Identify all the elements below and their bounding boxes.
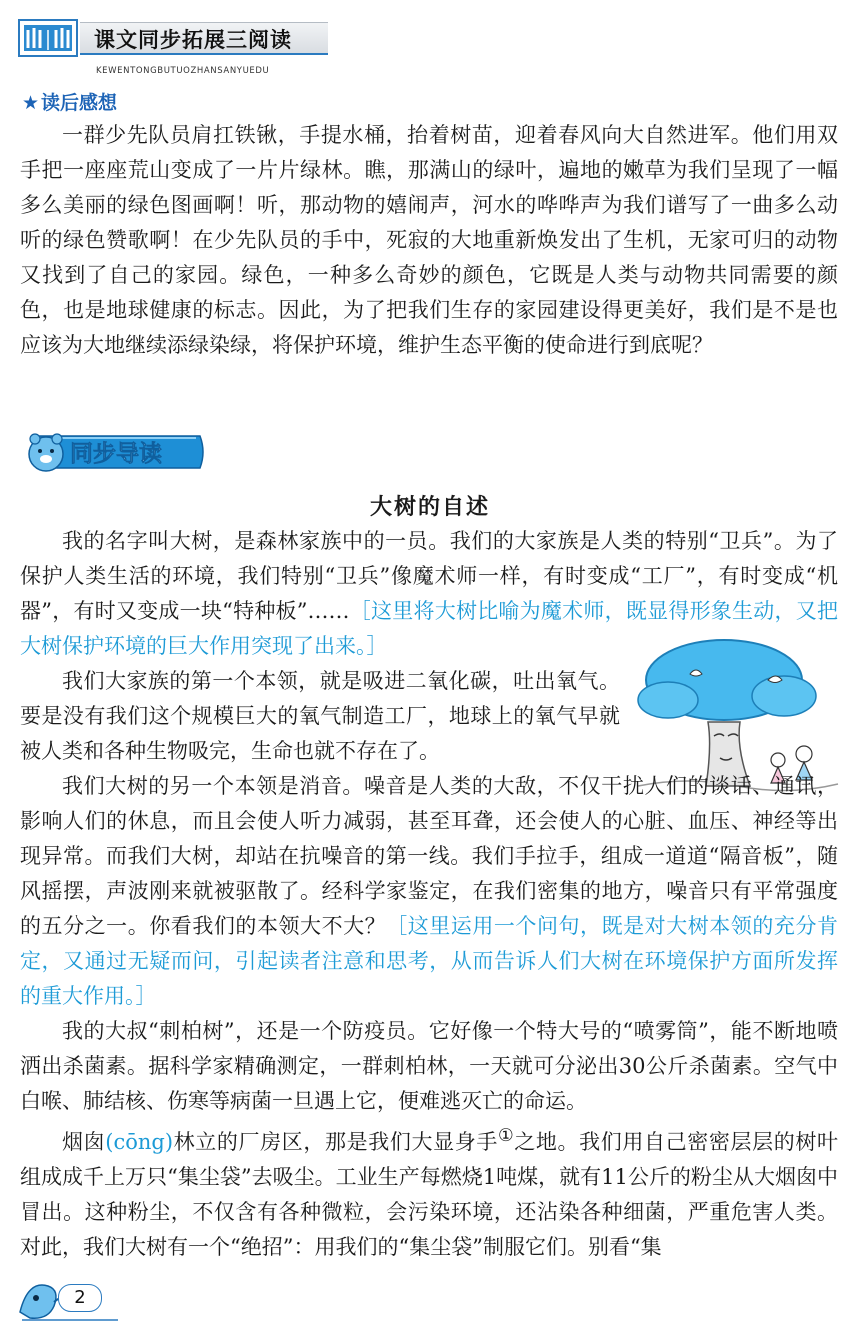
sync-reading-banner [18, 428, 208, 476]
article-p3-text: 我们大树的另一个本领是消音。噪音是人类的大敌，不仅干扰人们的谈话、通讯，影响人们的休息，而且会使人听力减弱，甚至耳聋，还会使人的心脏、血压、神经等出现异常。而我们大树，却站在抗噪音的第一线。我们手拉手，组成一道道“隔音板”，随风摇摆，声波刚来就被驱散了。经科学家鉴定，在我们密集的地方，噪音只有平常强度的五分之一。你看我们的本领大不大？ [20, 774, 838, 938]
article-paragraph-3 [20, 769, 838, 1014]
reflection-label-text: 读后感想 [41, 92, 118, 114]
article-p5-b: 林立的厂房区，那是我们大显身手 [173, 1130, 498, 1154]
article-p2-text: 我们大家族的第一个本领，就是吸进二氧化碳，吐出氧气。要是没有我们这个规模巨大的氧气制造工厂，地球上的氧气早就被人类和各种生物吸完，生命也就不存在了。 [20, 669, 620, 763]
header-pinyin: KEWENTONGBUTUOZHANSANYUEDU [96, 66, 270, 76]
reflection-text [20, 118, 838, 363]
article-p1-text: 我的名字叫大树，是森林家族中的一员。我们的大家族是人类的特别“卫兵”。为了保护人类生活的环境，我们特别“卫兵”像魔术师一样，有时变成“工厂”，有时变成“机器”，有时又变成一块“特种板”…… [20, 529, 838, 623]
sync-reading-label: 同步导读 [70, 441, 162, 467]
article-p5-c: 之地。我们用自己密密层层的树叶组成成千上万只“集尘袋”去吸尘。工业生产每燃烧1吨煤，就有11公斤的粉尘从大烟囱中冒出。这种粉尘，不仅含有各种微粒，会污染环境，还沾染各种细菌，严重危害人类。对此，我们大树有一个“绝招”：用我们的“集尘袋”制服它们。别看“集 [20, 1130, 838, 1259]
article-paragraph-5 [20, 1119, 838, 1265]
star-icon: ★ [22, 92, 40, 114]
article-paragraph-4: 我的大叔“刺柏树”，还是一个防疫员。它好像一个特大号的“喷雾筒”，能不断地喷洒出杀菌素。据科学家精确测定，一群刺柏林，一天就可分泌出30公斤杀菌素。空气中白喉、肺结核、伤寒等病菌一旦遇上它，便难逃灭亡的命运。 [20, 1019, 838, 1113]
reflection-label [22, 88, 117, 115]
article-p5-pinyin: (cōng) [105, 1130, 174, 1154]
reflection-paragraph: 一群少先队员肩扛铁锹，手提水桶，抬着树苗，迎着春风向大自然进军。他们用双手把一座座荒山变成了一片片绿林。瞧，那满山的绿叶，遍地的嫩草为我们呈现了一幅多么美丽的绿色图画啊！听，那动物的嬉闹声，河水的哗哗声为我们谱写了一曲多么动听的绿色赞歌啊！在少先队员的手中，死寂的大地重新焕发出了生机，无家可归的动物又找到了自己的家园。绿色，一种多么奇妙的颜色，它既是人类与动物共同需要的颜色，也是地球健康的标志。因此，为了把我们生存的家园建设得更美好，我们是不是也应该为大地继续添绿染绿，将保护环境，维护生态平衡的使命进行到底呢？ [20, 123, 838, 357]
article-p5-a: 烟囱 [62, 1130, 106, 1154]
article-p3-note: ［这里运用一个问句，既是对大树本领的充分肯定，又通过无疑而问，引起读者注意和思考，从而告诉人们大树在环境保护方面所发挥的重大作用。］ [20, 914, 838, 1008]
article-paragraph-2 [20, 664, 620, 769]
header-banner [18, 14, 328, 76]
article-body [20, 769, 838, 1265]
article-p1-note: ［这里将大树比喻为魔术师，既显得形象生动，又把大树保护环境的巨大作用突现了出来。］ [20, 599, 838, 658]
book-logo-icon [18, 18, 78, 58]
article-title: 大树的自述 [369, 494, 490, 520]
footnote-marker: ① [497, 1126, 515, 1146]
page-number: 2 [58, 1284, 102, 1312]
header-title: 课文同步拓展三阅读 [94, 28, 292, 52]
